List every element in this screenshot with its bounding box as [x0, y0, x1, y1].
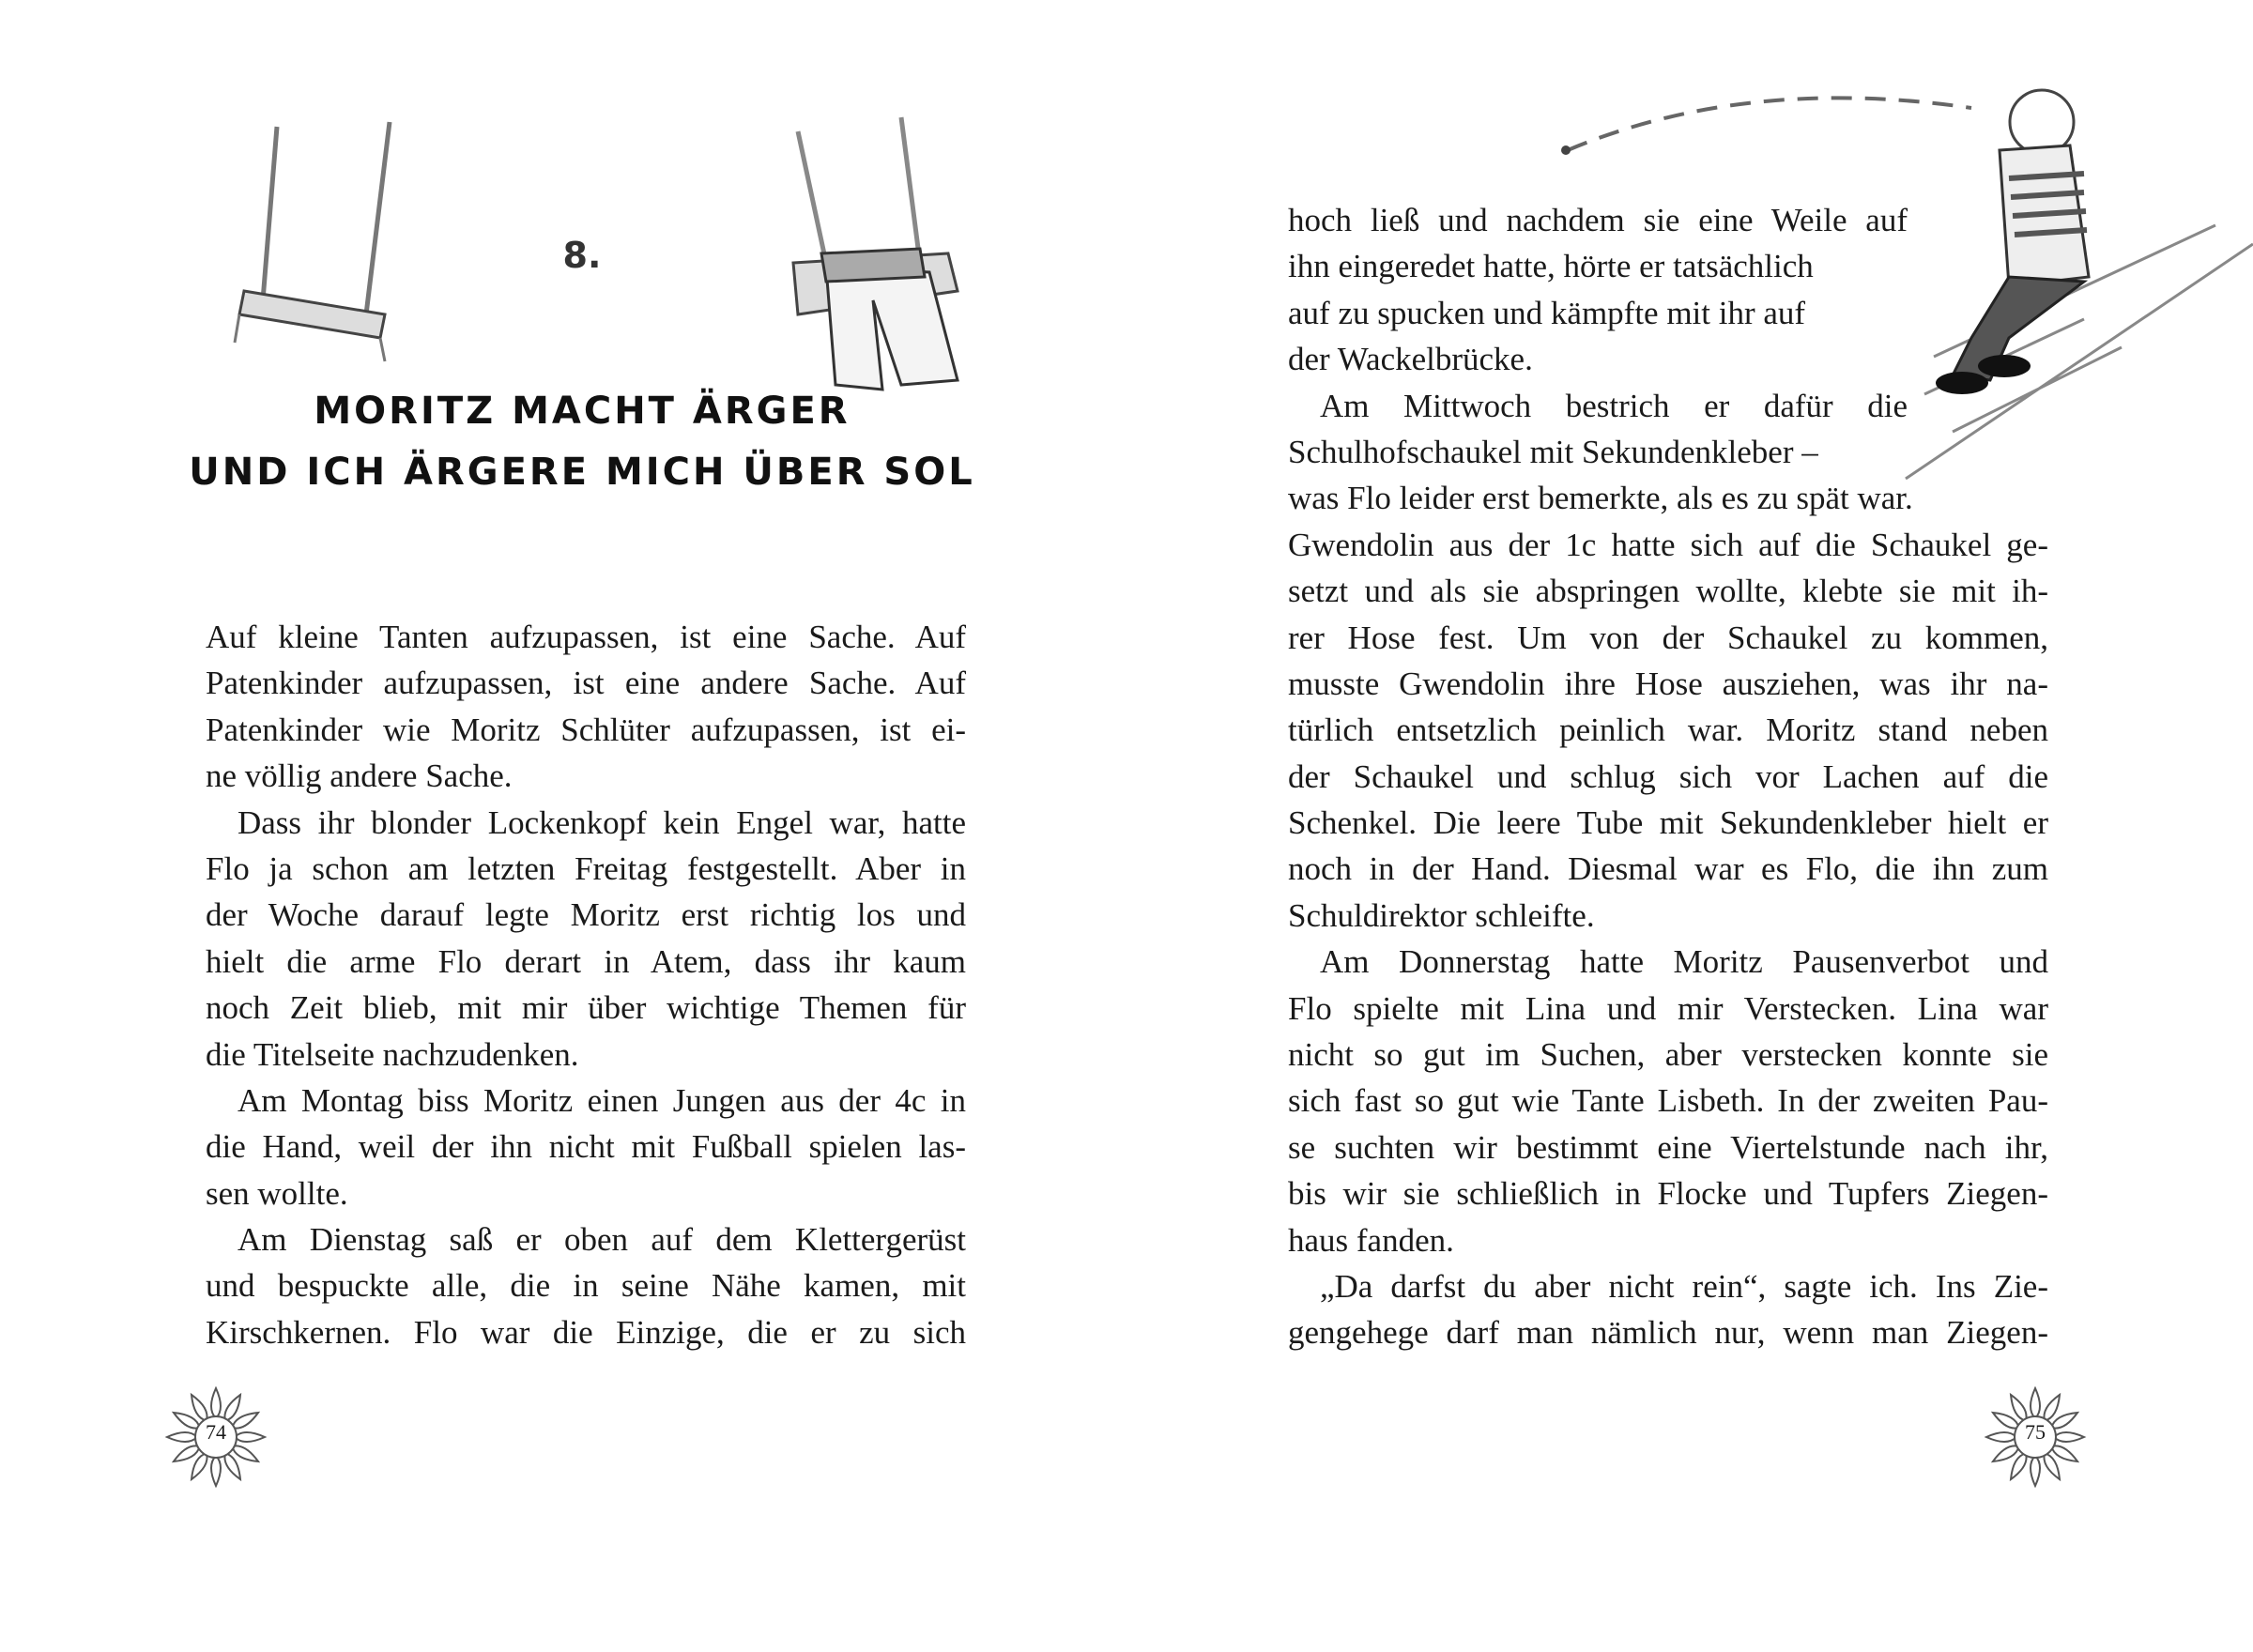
page-number-text: 74 — [206, 1420, 226, 1444]
text-line: hielt die arme Flo derart in Atem, dass ihr kaum — [206, 942, 966, 980]
text-line: Kirschkernen. Flo war die Einzige, die er zu sich — [206, 1313, 966, 1351]
left-page-text — [206, 614, 966, 1355]
text-line: Patenkinder wie Moritz Schlüter aufzupassen, ist ei- — [206, 711, 966, 748]
text-line: Patenkinder aufzupassen, ist eine andere Sache. Auf — [206, 665, 966, 702]
text-line: ihn eingeredet hatte, hörte er tatsächlich — [1288, 248, 1814, 285]
text-line: gengehege darf man nämlich nur, wenn man Ziegen- — [1288, 1314, 2048, 1352]
page-number-left — [160, 1381, 272, 1493]
text-line: auf zu spucken und kämpfte mit ihr auf — [1288, 294, 1806, 331]
text-line: se suchten wir bestimmt eine Viertelstunde nach ihr, — [1288, 1128, 2048, 1166]
text-line: Auf kleine Tanten aufzupassen, ist eine Sache. Auf — [206, 619, 966, 655]
text-line: was Flo leider erst bemerkte, als es zu spät war. — [1288, 480, 1913, 517]
text-line: der Wackelbrücke. — [1288, 341, 1533, 378]
text-line: Am Donnerstag hatte Moritz Pausenverbot und — [1320, 943, 2048, 981]
text-line: Am Montag biss Moritz einen Jungen aus der 4c in — [238, 1081, 966, 1119]
text-line: nicht so gut im Suchen, aber verstecken konnte sie — [1288, 1036, 2048, 1074]
chapter-title-line-1: MORITZ MACHT ÄRGER — [314, 390, 851, 433]
text-line: haus fanden. — [1288, 1221, 1454, 1259]
text-line: musste Gwendolin ihre Hose ausziehen, was ihr na- — [1288, 665, 2048, 702]
chapter-title-line-2: UND ICH ÄRGERE MICH ÜBER SOL — [189, 451, 975, 494]
text-line: Schulhofschaukel mit Sekundenkleber – — [1288, 433, 1818, 470]
text-line: sen wollte. — [206, 1174, 348, 1212]
text-line: sich fast so gut wie Tante Lisbeth. In der zweiten Pau- — [1288, 1082, 2048, 1120]
empty-swing-illustration — [225, 113, 441, 375]
text-line: der Schaukel und schlug sich vor Lachen auf die — [1288, 757, 2048, 795]
text-line: rer Hose fest. Um von der Schaukel zu kommen, — [1288, 619, 2048, 656]
text-line: Am Mittwoch bestrich er dafür die — [1320, 387, 1908, 424]
text-line: Schuldirektor schleifte. — [1288, 896, 1595, 934]
text-line: der Woche darauf legte Moritz erst richtig los und — [206, 896, 966, 934]
text-line: setzt und als sie abspringen wollte, klebte sie mit ih- — [1288, 573, 2048, 610]
page-number-right — [1979, 1381, 2092, 1493]
text-line: ne völlig andere Sache. — [206, 757, 513, 795]
text-line: „Da darfst du aber nicht rein“, sagte ich. Ins Zie- — [1320, 1267, 2048, 1305]
text-line: türlich entsetzlich peinlich war. Moritz stand neben — [1288, 711, 2048, 749]
text-line: bis wir sie schließlich in Flocke und Tupfers Ziegen- — [1288, 1175, 2048, 1213]
page-number-text: 75 — [2025, 1420, 2046, 1444]
swing-with-legs-illustration — [779, 113, 986, 404]
text-line: die Titelseite nachzudenken. — [206, 1035, 579, 1073]
text-line: Schenkel. Die leere Tube mit Sekundenkleber hielt er — [1288, 804, 2048, 842]
text-line: Flo ja schon am letzten Freitag festgestellt. Aber in — [206, 849, 966, 887]
text-line: noch in der Hand. Diesmal war es Flo, die ihn zum — [1288, 850, 2048, 888]
text-line: Flo spielte mit Lina und mir Verstecken. Lina war — [1288, 989, 2048, 1027]
text-line: hoch ließ und nachdem sie eine Weile auf — [1288, 202, 1908, 238]
text-line: noch Zeit blieb, mit mir über wichtige Themen für — [206, 989, 966, 1027]
text-line: Am Dienstag saß er oben auf dem Klettergerüst — [238, 1221, 966, 1259]
text-line: die Hand, weil der ihn nicht mit Fußball spielen las- — [206, 1128, 966, 1166]
text-line: Dass ihr blonder Lockenkopf kein Engel war, hatte — [238, 803, 966, 841]
text-line: und bespuckte alle, die in seine Nähe kamen, mit — [206, 1267, 966, 1305]
chapter-number: 8. — [562, 235, 602, 276]
text-line: Gwendolin aus der 1c hatte sich auf die Schaukel ge- — [1288, 526, 2048, 563]
right-page-text — [1288, 197, 2048, 1356]
